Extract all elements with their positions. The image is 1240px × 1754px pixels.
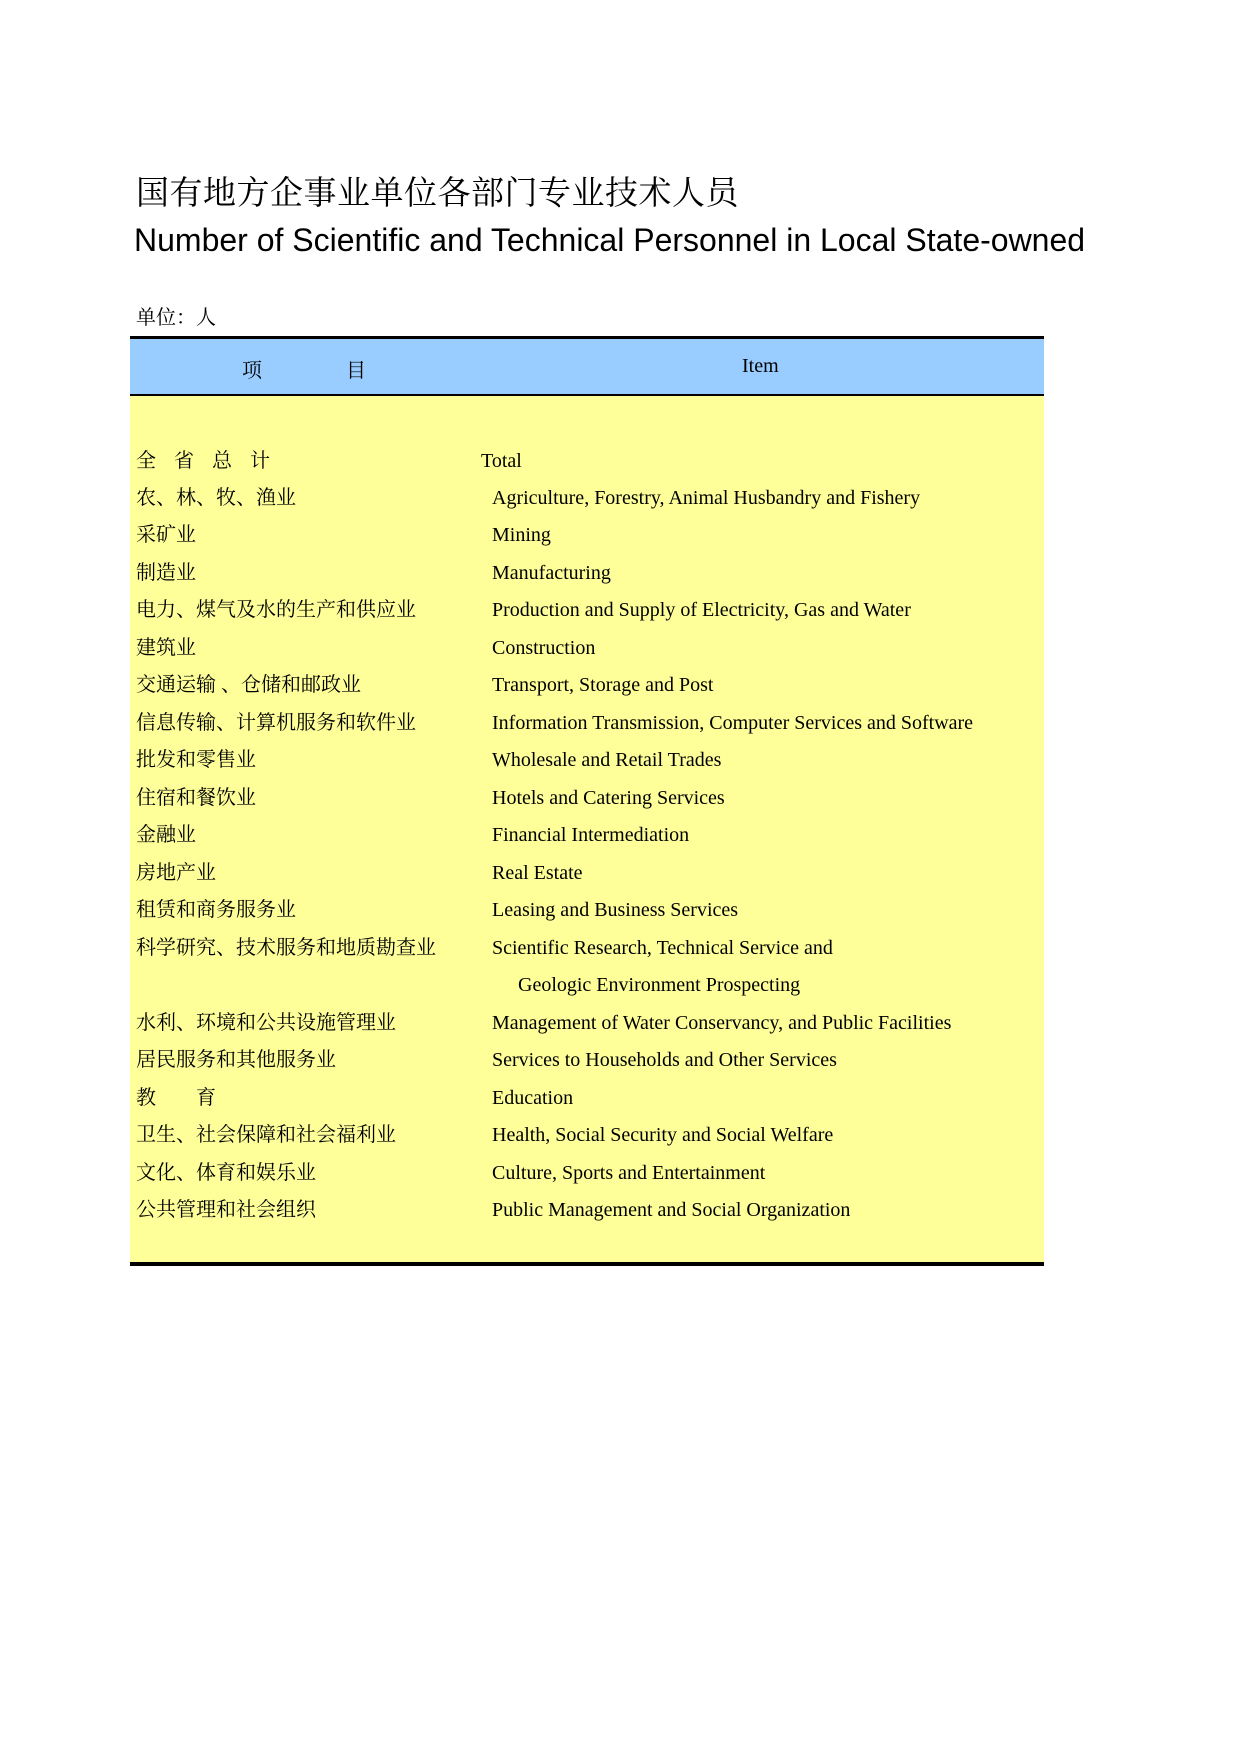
row-label-cn: 电力、煤气及水的生产和供应业 [136,599,416,621]
row-label-cn: 批发和零售业 [136,749,256,771]
table-row [130,858,1044,892]
table-row [130,745,1044,779]
row-label-en: Services to Households and Other Services [492,1049,837,1071]
row-label-cn: 交通运输 、仓储和邮政业 [136,674,361,696]
data-table [130,336,1044,1266]
header-item-en: Item [742,355,779,377]
table-row [130,1158,1044,1192]
header-item-cn-1: 项 [242,360,262,382]
table-row [130,446,1044,480]
table-row [130,633,1044,667]
table-row [130,595,1044,629]
row-label-en: Leasing and Business Services [492,899,739,921]
row-label-en: Scientific Research, Technical Service and [492,937,833,959]
row-label-cn: 科学研究、技术服务和地质勘查业 [136,937,436,959]
table-row [130,895,1044,929]
table-row [130,1120,1044,1154]
row-label-en: Education [492,1087,574,1109]
row-label-en: Real Estate [492,862,583,884]
row-label-en: Manufacturing [492,562,611,584]
table-row [130,1045,1044,1079]
table-row [130,708,1044,742]
row-label-cn: 居民服务和其他服务业 [136,1049,336,1071]
row-label-cn: 文化、体育和娱乐业 [136,1162,316,1184]
row-label-en: Transport, Storage and Post [492,674,714,696]
row-label-cn: 农、林、牧、渔业 [136,487,296,509]
table-row [130,1008,1044,1042]
header-item-cn-2: 目 [346,360,366,382]
table-row [130,783,1044,817]
row-label-en: Production and Supply of Electricity, Gas and Water [492,599,911,621]
row-label-cn: 金融业 [136,824,196,846]
row-label-cn: 采矿业 [136,524,196,546]
row-label-en: Total [481,450,522,472]
row-label-cn: 公共管理和社会组织 [136,1199,316,1221]
page-title-cn: 国有地方企事业单位各部门专业技术人员 [136,176,739,212]
row-label-en: Mining [492,524,551,546]
row-label-cn: 信息传输、计算机服务和软件业 [136,712,416,734]
table-row [130,520,1044,554]
row-label-cn: 全省总计 [136,450,288,472]
table-body [130,396,1044,1262]
row-label-en: Culture, Sports and Entertainment [492,1162,766,1184]
row-label-en: Agriculture, Forestry, Animal Husbandry and Fishery [492,487,921,509]
table-row [130,670,1044,704]
table-row [130,1195,1044,1229]
row-label-en: Management of Water Conservancy, and Public Facilities [492,1012,952,1034]
table-bottom-rule [130,1262,1044,1266]
row-label-cn: 房地产业 [136,862,216,884]
table-row [130,558,1044,592]
table-row [130,483,1044,517]
row-label-cn: 制造业 [136,562,196,584]
row-label-en: Wholesale and Retail Trades [492,749,722,771]
table-row [130,820,1044,854]
table-row [130,933,1044,967]
row-label-en: Health, Social Security and Social Welfare [492,1124,834,1146]
row-label-en: Public Management and Social Organization [492,1199,851,1221]
page-title-en: Number of Scientific and Technical Personnel in Local State-owned [134,222,1086,258]
table-row [130,1083,1044,1117]
row-label-cn: 卫生、社会保障和社会福利业 [136,1124,396,1146]
row-label-en: Information Transmission, Computer Services and Software [492,712,974,734]
row-label-en: Geologic Environment Prospecting [518,974,801,996]
row-label-cn: 租赁和商务服务业 [136,899,296,921]
row-label-cn: 教育 [136,1087,256,1109]
row-label-en: Hotels and Catering Services [492,787,725,809]
row-label-cn: 住宿和餐饮业 [136,787,256,809]
table-row-continuation [130,970,1044,1004]
row-label-cn: 建筑业 [136,637,196,659]
table-header [130,339,1044,394]
row-label-en: Construction [492,637,596,659]
unit-label: 单位：人 [136,307,216,329]
row-label-cn: 水利、环境和公共设施管理业 [136,1012,396,1034]
row-label-en: Financial Intermediation [492,824,690,846]
